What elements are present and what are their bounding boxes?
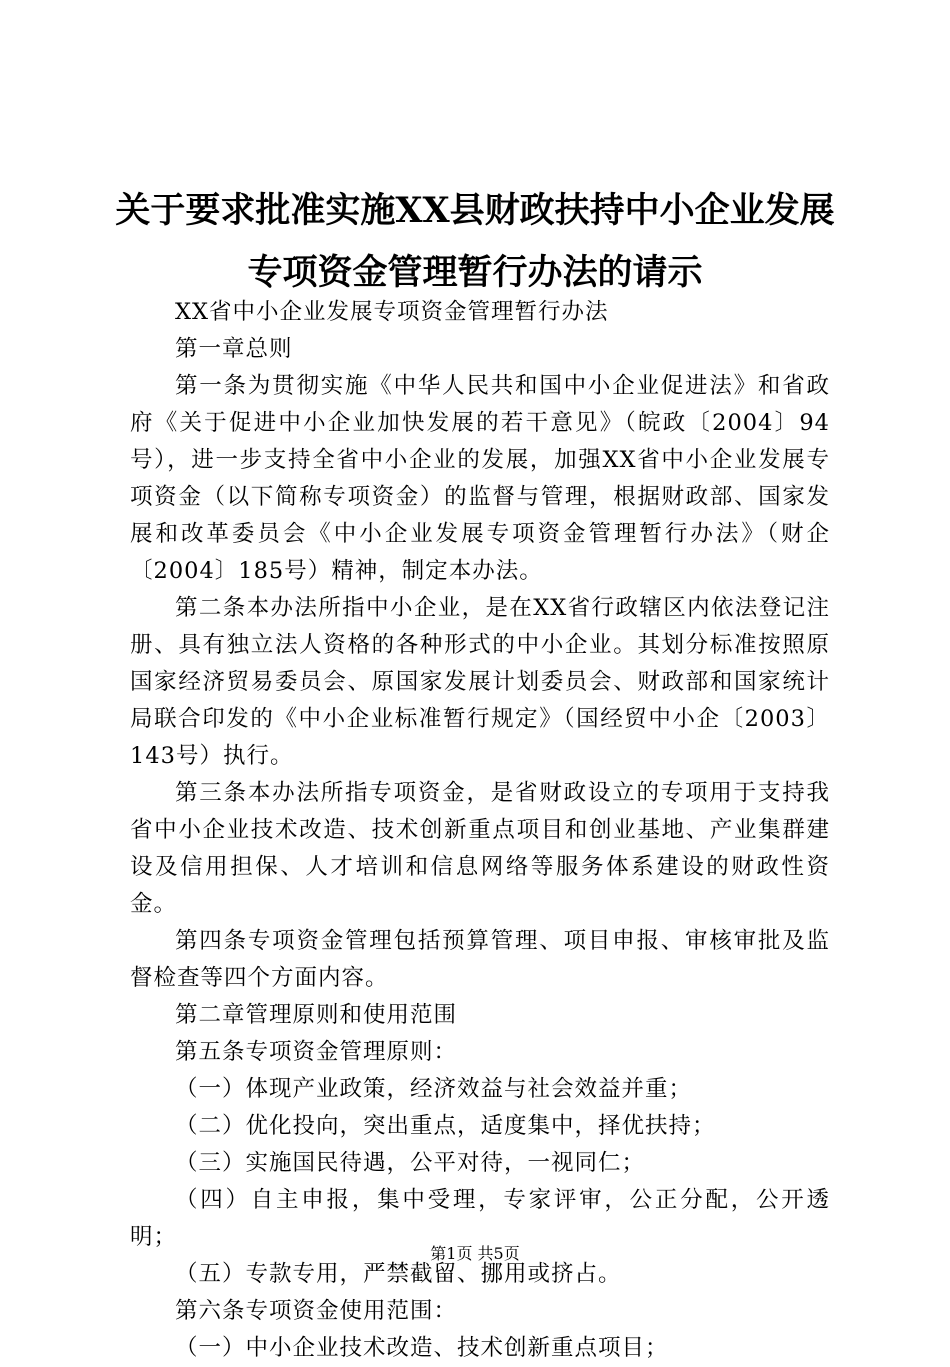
paragraph-chapter-2: 第二章管理原则和使用范围 xyxy=(175,1002,458,1028)
paragraph-article-6: 第六条专项资金使用范围： xyxy=(175,1298,458,1324)
paragraph-item: （一）中小企业技术改造、技术创新重点项目； xyxy=(175,1335,669,1361)
paragraph-item: （四）自主申报，集中受理，专家评审，公正分配，公开透明； xyxy=(130,1187,830,1250)
paragraph-article-1: 第一条为贯彻实施《中华人民共和国中小企业促进法》和省政府《关于促进中小企业加快发展的若干意见》（皖政〔2004〕94号），进一步支持全省中小企业的发展，加强XX省中小企业发展专项资金（以下简称专项资金）的监督与管理，根据财政部、国家发展和改革委员会《中小企业发展专项资金管理暂行办法》（财企〔2004〕185号）精神，制定本办法。 xyxy=(130,373,830,584)
paragraph-article-5: 第五条专项资金管理原则： xyxy=(175,1039,458,1065)
paragraph-item: （一）体现产业政策，经济效益与社会效益并重； xyxy=(175,1076,693,1102)
document-title: 关于要求批准实施XX县财政扶持中小企业发展专项资金管理暂行办法的请示 xyxy=(115,190,835,293)
paragraph-chapter-1: 第一章总则 xyxy=(175,336,293,362)
paragraph-article-3: 第三条本办法所指专项资金，是省财政设立的专项用于支持我省中小企业技术改造、技术创新重点项目和创业基地、产业集群建设及信用担保、人才培训和信息网络等服务体系建设的财政性资金。 xyxy=(130,780,830,917)
paragraph-article-4: 第四条专项资金管理包括预算管理、项目申报、审核审批及监督检查等四个方面内容。 xyxy=(130,928,830,991)
paragraph-item: （五）专款专用，严禁截留、挪用或挤占。 xyxy=(175,1261,622,1287)
paragraph-subtitle: XX省中小企业发展专项资金管理暂行办法 xyxy=(175,299,609,325)
paragraph-item: （三）实施国民待遇，公平对待，一视同仁； xyxy=(175,1150,646,1176)
page-number: 第1页 共5页 xyxy=(430,1244,520,1263)
paragraph-article-2: 第二条本办法所指中小企业，是在XX省行政辖区内依法登记注册、具有独立法人资格的各种形式的中小企业。其划分标准按照原国家经济贸易委员会、原国家发展计划委员会、财政部和国家统计局联合印发的《中小企业标准暂行规定》（国经贸中小企〔2003〕143号）执行。 xyxy=(130,595,830,769)
document-body xyxy=(130,294,830,1367)
paragraph-item: （二）优化投向，突出重点，适度集中，择优扶持； xyxy=(175,1113,716,1139)
